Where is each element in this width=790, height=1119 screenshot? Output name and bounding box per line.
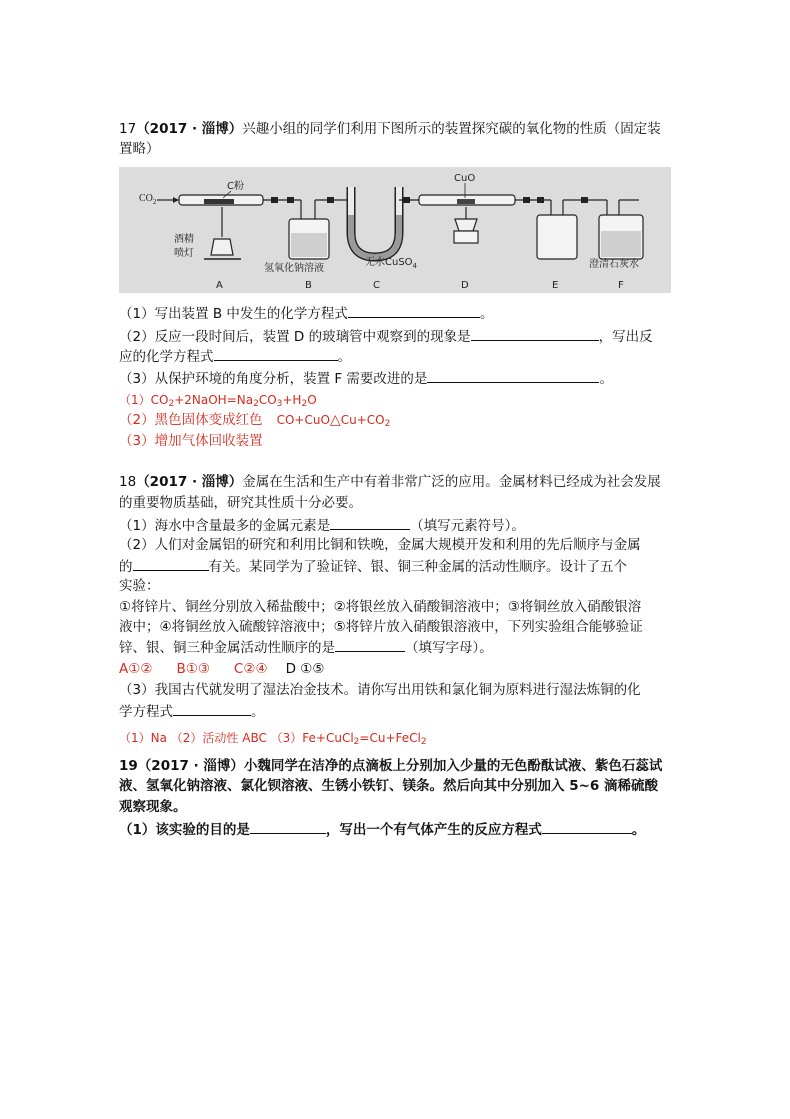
q18-part2-line4: ①将锌片、铜丝分别放入稀盐酸中；②将银丝放入硝酸铜溶液中；③将铜丝放入硝酸银溶 (119, 599, 642, 615)
q18-stem-line2: 的重要物质基础，研究其性质十分必要。 (119, 495, 362, 511)
lamp-label-2: 喷灯 (174, 248, 194, 259)
q17-part2-line1: （2）反应一段时间后，装置 D 的玻璃管中观察到的现象是 ，写出反 (119, 326, 671, 347)
apparatus-diagram (119, 167, 671, 293)
q19-part1: （1）该实验的目的是 ，写出一个有气体产生的反应方程式 。 (119, 819, 671, 840)
q17-stem-line1: 17（2017 · 淄博）兴趣小组的同学们利用下图所示的装置探究碳的氧化物的性质（固定装 (119, 121, 661, 137)
u-tube (351, 187, 399, 257)
letter-c: C (373, 280, 380, 291)
option-b: B①③ (176, 661, 210, 677)
q18-stem-line1: 18（2017 · 淄博）金属在生活和生产中有着非常广泛的应用。金属材料已经成为社会发展 (119, 474, 661, 490)
letter-b: B (305, 280, 312, 291)
q18-part2-line5: 液中；④将铜丝放入硫酸锌溶液中；⑤将锌片放入硝酸银溶液中，下列实验组合能够验证 (119, 619, 643, 635)
cuso4-label: 无水CuSO$_4$ (365, 257, 418, 270)
answer-blank (250, 819, 326, 834)
answer-blank (133, 556, 209, 571)
answer-blank (348, 303, 480, 318)
option-d: D ①⑤ (285, 661, 325, 677)
arrow-head (173, 197, 179, 203)
cuo-label: CuO (454, 173, 476, 184)
q17-answer-1: $(1)CO_2+2NaOH=Na_2CO_3+H_2O$ (119, 393, 317, 409)
answer-blank (542, 819, 632, 834)
answer-blank (335, 637, 405, 652)
q18-part3-line2: 学方程式 。 (119, 701, 671, 722)
q18-part3-line1: （3）我国古代就发明了湿法冶金技术。请你写出用铁和氯化铜为原料进行湿法炼铜的化 (119, 682, 641, 698)
answer-blank (471, 326, 599, 341)
bottle-e (537, 215, 577, 259)
q17-answer-3: （3）增加气体回收装置 (119, 433, 263, 449)
q17-stem-line2: 置略） (119, 141, 160, 157)
q17-answer-2: （2）黑色固体变成红色 $CO+CuO\triangle Cu+CO_2$ (119, 412, 391, 429)
q19-stem-line1: 19（2017 · 淄博）小魏同学在洁净的点滴板上分别加入少量的无色酚酞试液、紫色石蕊试 (119, 758, 663, 774)
q18-part2-line2: 的 有关。某同学为了验证锌、银、铜三种金属的活动性顺序。设计了五个 (119, 556, 671, 577)
option-c: C②④ (233, 661, 268, 677)
answer-blank (214, 346, 338, 361)
limewater (601, 231, 641, 257)
apparatus-figure (119, 167, 671, 293)
c-powder-label: C粉 (227, 181, 244, 192)
q17-part1: （1）写出装置 B 中发生的化学方程式 。 (119, 303, 671, 324)
q19-stem-line2: 液、氢氧化钠溶液、氯化钡溶液、生锈小铁钉、镁条。然后向其中分别加入 5~6 滴稀硫酸 (119, 778, 658, 794)
limewater-label: 澄清石灰水 (589, 259, 639, 270)
q18-part1: （1）海水中含量最多的金属元素是 （填写元素符号）。 (119, 515, 671, 536)
letter-d: D (461, 280, 469, 291)
q17-part3: （3）从保护环境的角度分析，装置 F 需要改进的是 。 (119, 368, 671, 389)
q18-part2-line3: 实验： (119, 578, 160, 594)
lamp-label-1: 酒精 (174, 234, 194, 245)
q18-part2-line1: （2）人们对金属铝的研究和利用比铜和铁晚，金属大规模开发和利用的先后顺序与金属 (119, 537, 641, 553)
q17-part2-line2: 应的化学方程式 。 (119, 346, 671, 367)
carbon-powder (204, 199, 234, 204)
answer-blank (330, 515, 410, 530)
answer-blank (173, 701, 251, 716)
alcohol-lamp (211, 239, 233, 255)
lamp-d (455, 219, 477, 231)
answer-blank (427, 368, 599, 383)
letter-a: A (216, 280, 223, 291)
naoh-label: 氢氧化钠溶液 (264, 263, 324, 274)
naoh-solution (291, 233, 327, 257)
co2-label: $CO_2$ (139, 193, 157, 206)
q18-answer: （1）Na （2）活动性 ABC （3）Fe+CuCl$_2$=Cu+FeCl$_2$ (119, 731, 427, 747)
cuo-powder (457, 199, 475, 204)
option-a: A①② (119, 661, 153, 677)
q18-options (119, 659, 671, 679)
letter-e: E (552, 280, 559, 291)
letter-f: F (618, 280, 624, 291)
q18-part2-line6: 锌、银、铜三种金属活动性顺序的是 （填写字母）。 (119, 637, 671, 658)
q19-stem-line3: 观察现象。 (119, 799, 187, 815)
